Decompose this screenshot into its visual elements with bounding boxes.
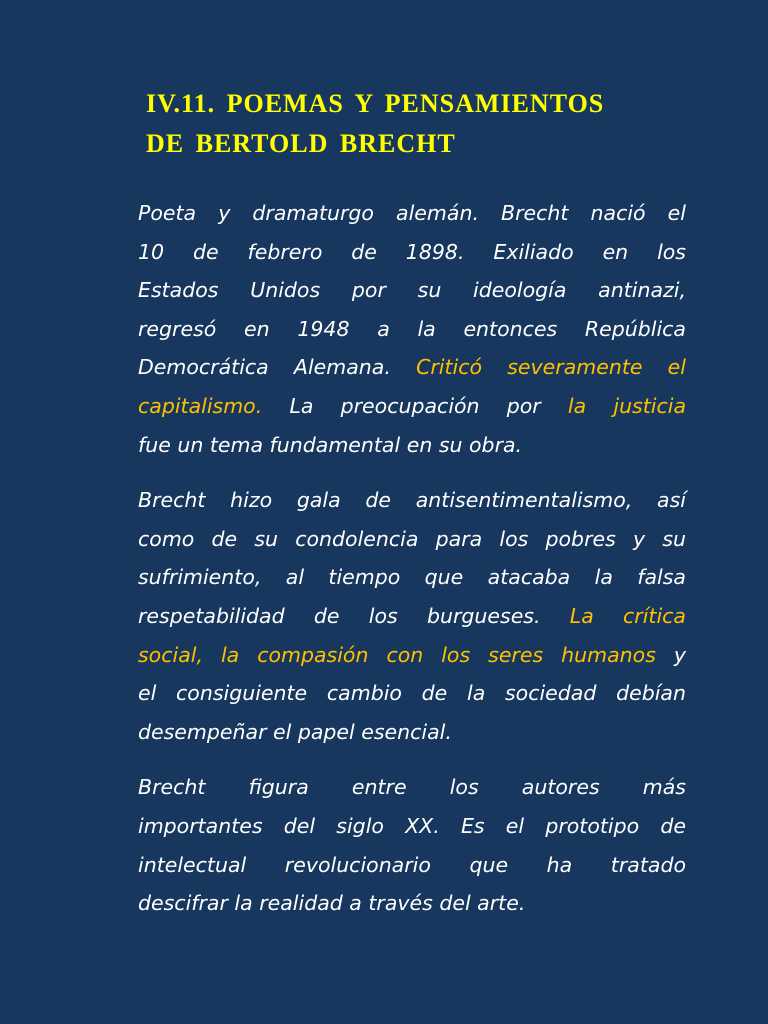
text-run: importantes del siglo XX. Es el prototipo de xyxy=(138,813,686,838)
text-line xyxy=(138,426,686,465)
text-line xyxy=(138,520,686,559)
text-run: desempeñar el papel esencial. xyxy=(138,719,452,744)
text-run: y xyxy=(655,642,686,667)
text-line xyxy=(138,713,686,752)
text-run: como de su condolencia para los pobres y su xyxy=(138,526,686,551)
text-line xyxy=(138,481,686,520)
section-title xyxy=(146,84,706,164)
text-line xyxy=(138,674,686,713)
text-line xyxy=(138,348,686,387)
text-run: Brecht figura entre los autores más xyxy=(138,775,686,800)
highlighted-text: La crítica xyxy=(569,603,686,628)
text-line xyxy=(138,558,686,597)
paragraph-1 xyxy=(138,194,686,464)
text-run: descifrar la realidad a través del arte. xyxy=(138,891,526,916)
title-line-1: IV.11. POEMAS Y PENSAMIENTOS xyxy=(146,89,605,118)
text-run: fue un tema fundamental en su obra. xyxy=(138,432,523,457)
text-run: regresó en 1948 a la entonces República xyxy=(138,316,686,341)
text-run: Democrática Alemana. xyxy=(138,355,417,380)
text-line xyxy=(138,310,686,349)
body-text xyxy=(138,194,686,940)
text-line xyxy=(138,387,686,426)
text-run: respetabilidad de los burgueses. xyxy=(138,603,570,628)
paragraph-2 xyxy=(138,481,686,751)
text-run: intelectual revolucionario que ha tratado xyxy=(138,852,686,877)
text-run: Poeta y dramaturgo alemán. Brecht nació el xyxy=(138,201,686,225)
text-line xyxy=(138,768,686,807)
text-line xyxy=(138,597,686,636)
text-run: La preocupación por xyxy=(262,393,568,418)
text-run: 10 de febrero de 1898. Exiliado en los xyxy=(138,239,686,264)
highlighted-text: capitalismo. xyxy=(138,393,263,418)
text-line xyxy=(138,807,686,846)
text-run: sufrimiento, al tiempo que atacaba la falsa xyxy=(138,565,686,590)
text-line xyxy=(138,884,686,923)
highlighted-text: la justicia xyxy=(567,393,687,418)
paragraph-3 xyxy=(138,768,686,922)
text-run: Brecht hizo gala de antisentimentalismo, así xyxy=(138,488,686,513)
title-line-2: DE BERTOLD BRECHT xyxy=(146,129,456,158)
text-run: el consiguiente cambio de la sociedad debían xyxy=(138,681,686,706)
text-line xyxy=(138,636,686,675)
highlighted-text: social, la compasión con los seres humanos xyxy=(138,642,656,667)
text-line xyxy=(138,233,686,272)
text-line xyxy=(138,194,686,233)
text-run: Estados Unidos por su ideología antinazi, xyxy=(138,278,686,303)
text-line xyxy=(138,271,686,310)
text-line xyxy=(138,846,686,885)
highlighted-text: Criticó severamente el xyxy=(416,355,686,380)
